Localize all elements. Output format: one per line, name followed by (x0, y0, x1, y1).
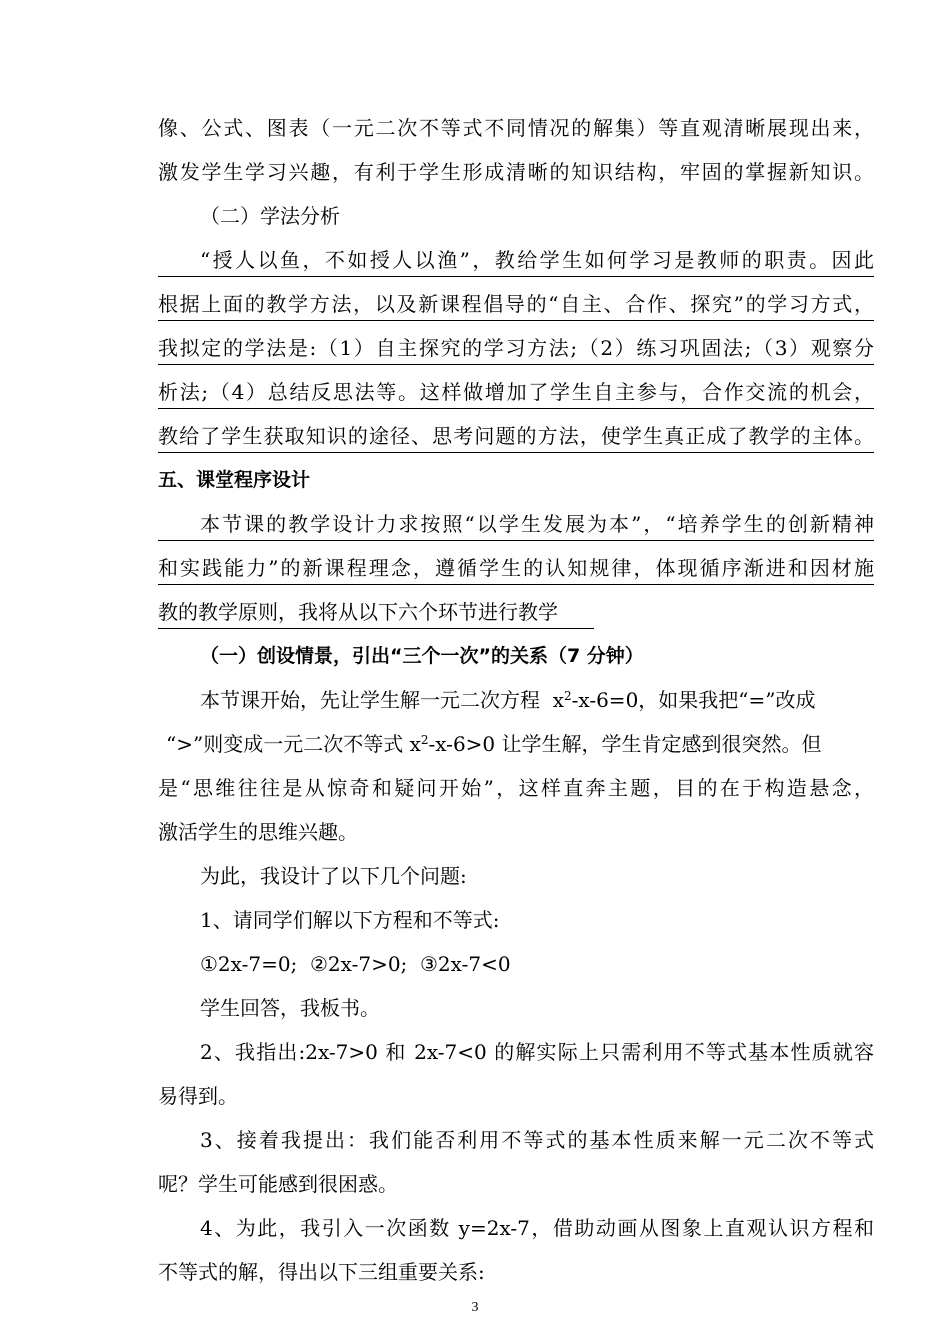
paragraph-line: 析法;（4）总结反思法等。这样做增加了学生自主参与，合作交流的机会， (158, 379, 874, 409)
paragraph-line: 易得到。 (158, 1084, 238, 1108)
text-fragment: 让学生解，学生肯定感到很突然。但 (501, 732, 822, 756)
text-fragment: ，如果我把“=”改成 (638, 688, 816, 712)
paragraph-line: 不等式的解，得出以下三组重要关系: (158, 1260, 485, 1284)
paragraph-line: 我拟定的学法是:（1）自主探究的学习方法;（2）练习巩固法;（3）观察分 (158, 335, 874, 365)
section-heading-lesson-design: 五、课堂程序设计 (158, 469, 311, 491)
text-fragment: 本节课开始，先让学生解一元二次方程 (200, 688, 540, 712)
page-number: 3 (471, 1300, 479, 1315)
paragraph-line: 学生回答，我板书。 (200, 996, 380, 1020)
question-1: 1、请同学们解以下方程和不等式: (200, 908, 500, 932)
paragraph-line: 教的教学原则，我将从以下六个环节进行教学 (158, 599, 874, 629)
paragraph-line: 根据上面的教学方法，以及新课程倡导的“自主、合作、探究”的学习方式， (158, 291, 874, 321)
subsection-heading-create-scene: （一）创设情景，引出“三个一次”的关系（7 分钟） (200, 645, 644, 667)
question-3: 3、接着我提出：我们能否利用不等式的基本性质来解一元二次不等式 (200, 1128, 874, 1152)
paragraph-line: 呢？学生可能感到很困惑。 (158, 1172, 398, 1196)
equation: $x^2-x-6=0$ (552, 688, 639, 712)
paragraph-line: 和实践能力”的新课程理念，遵循学生的认知规律，体现循序渐进和因材施 (158, 555, 874, 585)
equation-list: ①2x-7=0; ②2x-7>0; ③2x-7<0 (200, 952, 511, 976)
paragraph-line: 是“思维往往是从惊奇和疑问开始”，这样直奔主题，目的在于构造悬念， (158, 776, 874, 800)
paragraph-line: 为此，我设计了以下几个问题: (200, 864, 467, 888)
paragraph-line-with-inequality (166, 731, 882, 757)
question-4: 4、为此，我引入一次函数 y=2x-7，借助动画从图象上直观认识方程和 (200, 1216, 874, 1240)
paragraph-line: 像、公式、图表（一元二次不等式不同情况的解集）等直观清晰展现出来， (158, 116, 874, 140)
inequality: $x^2-x-6>0$ (409, 732, 496, 756)
paragraph-line: 激发学生学习兴趣，有利于学生形成清晰的知识结构，牢固的掌握新知识。 (158, 160, 874, 184)
question-2: 2、我指出:2x-7>0 和 2x-7<0 的解实际上只需利用不等式基本性质就容 (200, 1040, 874, 1064)
paragraph-line: 教给了学生获取知识的途径、思考问题的方法，使学生真正成了教学的主体。 (158, 423, 874, 453)
paragraph-line: “授人以鱼，不如授人以渔”，教给学生如何学习是教师的职责。因此 (158, 247, 874, 277)
paragraph-line-with-equation (200, 687, 874, 713)
paragraph-line: 本节课的教学设计力求按照“以学生发展为本”，“培养学生的创新精神 (158, 511, 874, 541)
text-fragment: “>”则变成一元二次不等式 (166, 732, 404, 756)
section-heading-study-method: （二）学法分析 (200, 204, 340, 228)
paragraph-line: 激活学生的思维兴趣。 (158, 820, 358, 844)
